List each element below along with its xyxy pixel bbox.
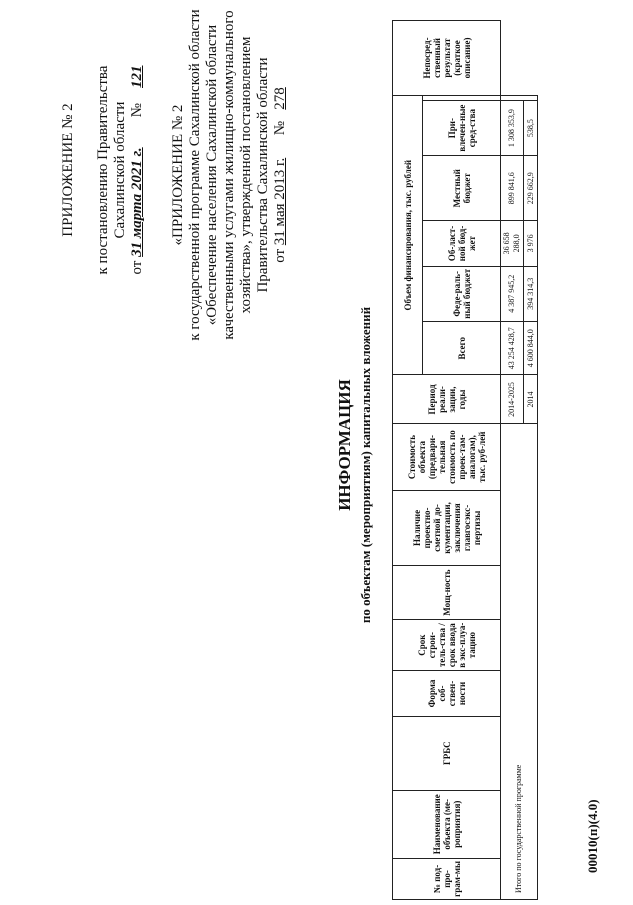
appendix-1-line2: Сахалинской области bbox=[112, 101, 128, 239]
appendix-1-line1: к постановлению Правительства bbox=[95, 65, 111, 275]
document-subtitle: по объектам (мероприятиям) капитальных вложений bbox=[358, 306, 373, 624]
header-docs: Наличие проектно-сметной до-кументации, заключения главгосэкс-пертизы bbox=[393, 490, 501, 566]
appendix-1-block bbox=[60, 5, 146, 335]
row2-regional: 3 976 bbox=[524, 221, 538, 266]
appendix-1-date-line: от 31 марта 2021 г. № 121 bbox=[129, 65, 145, 275]
document-title: ИНФОРМАЦИЯ bbox=[335, 379, 354, 511]
header-period: Период реали-зации, годы bbox=[393, 375, 501, 424]
row2-period: 2014 bbox=[524, 375, 538, 424]
row1-period: 2014-2025 bbox=[501, 375, 524, 424]
capital-investments-table bbox=[392, 20, 538, 900]
row1-total: 43 254 428,7 bbox=[501, 321, 524, 375]
header-local: Местный бюджет bbox=[423, 156, 501, 221]
row2-federal: 394 314,3 bbox=[524, 266, 538, 321]
appendix-2-text: к государственной программе Сахалинской области «Обеспечение населения Сахалинской области качественными услугами жилищно-коммунального хозяйства», утвержденной постановлением Правительства Сахалинской области bbox=[187, 9, 271, 341]
appendix-2-title: «ПРИЛОЖЕНИЕ № 2 bbox=[170, 104, 186, 246]
header-cost: Стоимость объекта (предвари-тельная стоимость по проек-там-аналогам), тыс. руб-лей bbox=[393, 424, 501, 490]
row1-regional: 36 658 288,0 bbox=[501, 221, 524, 266]
appendix-1-number: 121 bbox=[129, 65, 145, 88]
header-num: № под-про-грам-мы bbox=[393, 858, 501, 899]
appendix-2-date-line: от 31 мая 2013 г. № 278 bbox=[272, 87, 288, 263]
row1-federal: 4 387 945,2 bbox=[501, 266, 524, 321]
header-grbs: ГРБС bbox=[393, 716, 501, 790]
header-power: Мощ-ность bbox=[393, 566, 501, 620]
row2-local: 229 662,9 bbox=[524, 156, 538, 221]
header-financing: Объем финансирования, тыс. рублей bbox=[393, 95, 423, 375]
row1-attracted: 1 308 353,9 bbox=[501, 100, 524, 155]
header-attracted: При-влечен-ные сред-ства bbox=[423, 100, 501, 155]
appendix-2-date: 31 мая 2013 г. bbox=[272, 157, 288, 246]
table-row bbox=[501, 21, 524, 900]
appendix-1-title: ПРИЛОЖЕНИЕ № 2 bbox=[60, 103, 76, 237]
row2-total: 4 600 844,0 bbox=[524, 321, 538, 375]
document-code: 00010(п)(4.0) bbox=[585, 799, 600, 873]
header-result: Непосред-ственный результат (краткое описание) bbox=[393, 21, 501, 96]
appendix-2-block bbox=[170, 5, 289, 345]
appendix-2-number: 278 bbox=[272, 87, 288, 110]
row2-attracted: 538,5 bbox=[524, 100, 538, 155]
row1-local: 899 841,6 bbox=[501, 156, 524, 221]
header-form: Форма соб-ствен-ности bbox=[393, 671, 501, 716]
summary-label: Итого по государственной программе bbox=[501, 424, 538, 900]
header-term: Срок строи-тель-ства / срок ввода в экс-плуа-тацию bbox=[393, 620, 501, 671]
header-total: Всего bbox=[423, 321, 501, 375]
header-name: Наименование объекта (ме-роприятия) bbox=[393, 790, 501, 858]
appendix-1-date: 31 марта 2021 г. bbox=[129, 147, 145, 257]
header-regional: Об-ласт-ной бюд-жет bbox=[423, 221, 501, 266]
header-federal: Феде-раль-ный бюджет bbox=[423, 266, 501, 321]
